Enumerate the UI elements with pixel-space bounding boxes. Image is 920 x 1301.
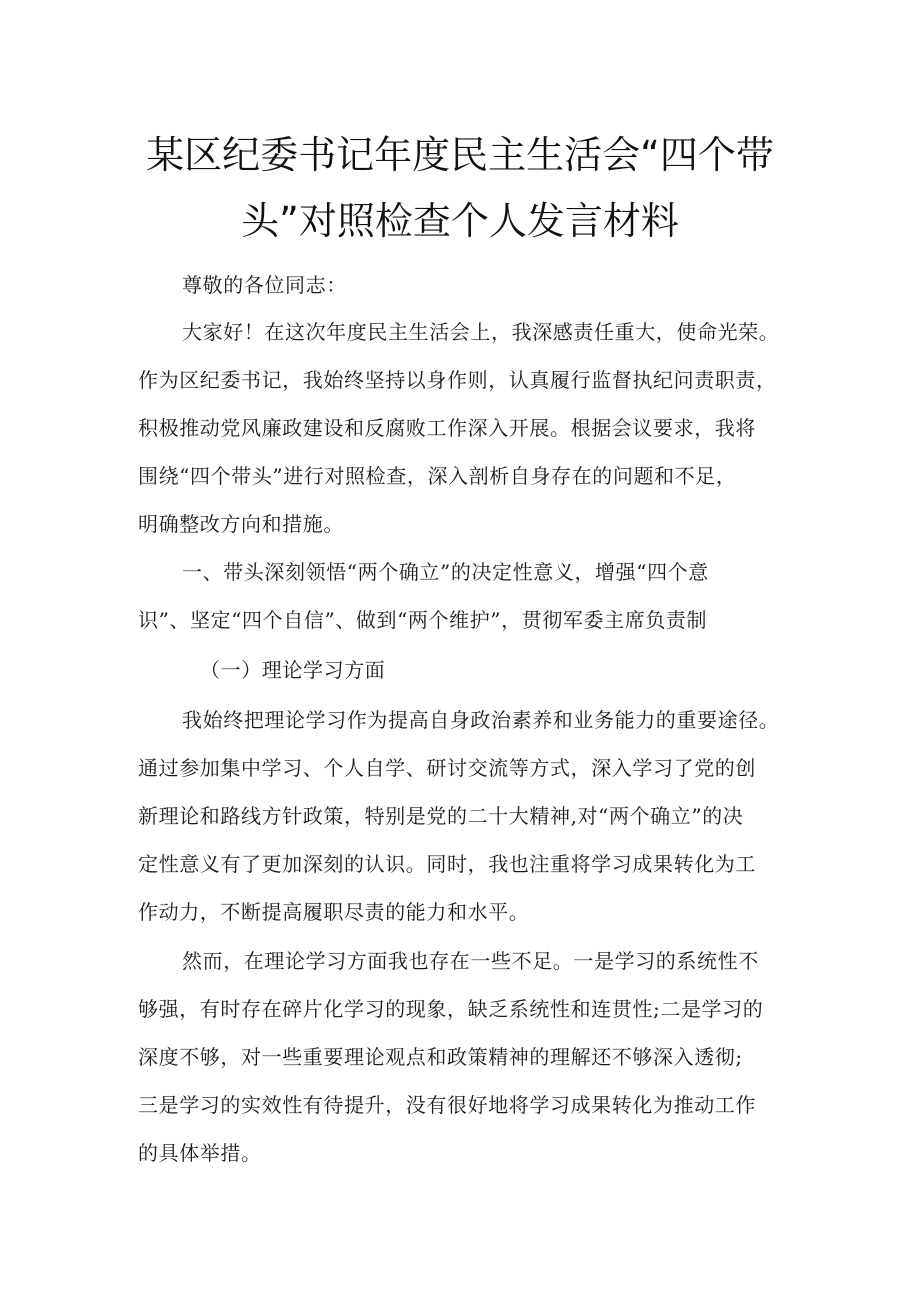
body-line: 作为区纪委书记，我始终坚持以身作则，认真履行监督执纪问责职责， xyxy=(138,368,777,392)
body-line: 大家好！在这次年度民主生活会上，我深感责任重大，使命光荣。 xyxy=(182,320,780,344)
body-line: 通过参加集中学习、个人自学、研讨交流等方式，深入学习了党的创 xyxy=(138,756,756,780)
body-line: 定性意义有了更加深刻的认识。同时，我也注重将学习成果转化为工 xyxy=(138,852,756,876)
body-line: 然而，在理论学习方面我也存在一些不足。一是学习的系统性不 xyxy=(182,949,759,973)
body-line: 围绕“四个带头”进行对照检查，深入剖析自身存在的问题和不足， xyxy=(138,464,737,488)
body-line: 作动力，不断提高履职尽责的能力和水平。 xyxy=(138,900,530,924)
subsection-heading: （一）理论学习方面 xyxy=(200,658,386,682)
body-line: 够强，有时存在碎片化学习的现象，缺乏系统性和连贯性;二是学习的 xyxy=(138,997,764,1021)
section-heading-line: 一、带头深刻领悟“两个确立”的决定性意义，增强“四个意 xyxy=(182,560,709,584)
document-title-line-2: 头”对照检查个人发言材料 xyxy=(241,199,679,243)
document-title-line-1: 某区纪委书记年度民主生活会“四个带 xyxy=(146,133,774,177)
salutation: 尊敬的各位同志： xyxy=(182,273,347,297)
body-line: 新理论和路线方针政策，特别是党的二十大精神,对“两个确立”的决 xyxy=(138,804,744,828)
body-line: 三是学习的实效性有待提升，没有很好地将学习成果转化为推动工作 xyxy=(138,1093,756,1117)
body-line: 的具体举措。 xyxy=(138,1141,262,1165)
section-heading-line: 识”、坚定“四个自信”、做到“两个维护”，贯彻军委主席负责制 xyxy=(138,608,708,632)
body-line: 明确整改方向和措施。 xyxy=(138,512,344,536)
body-line: 积极推动党风廉政建设和反腐败工作深入开展。根据会议要求，我将 xyxy=(138,416,756,440)
body-line: 我始终把理论学习作为提高自身政治素养和业务能力的重要途径。 xyxy=(182,708,780,732)
body-line: 深度不够，对一些重要理论观点和政策精神的理解还不够深入透彻; xyxy=(138,1045,743,1069)
